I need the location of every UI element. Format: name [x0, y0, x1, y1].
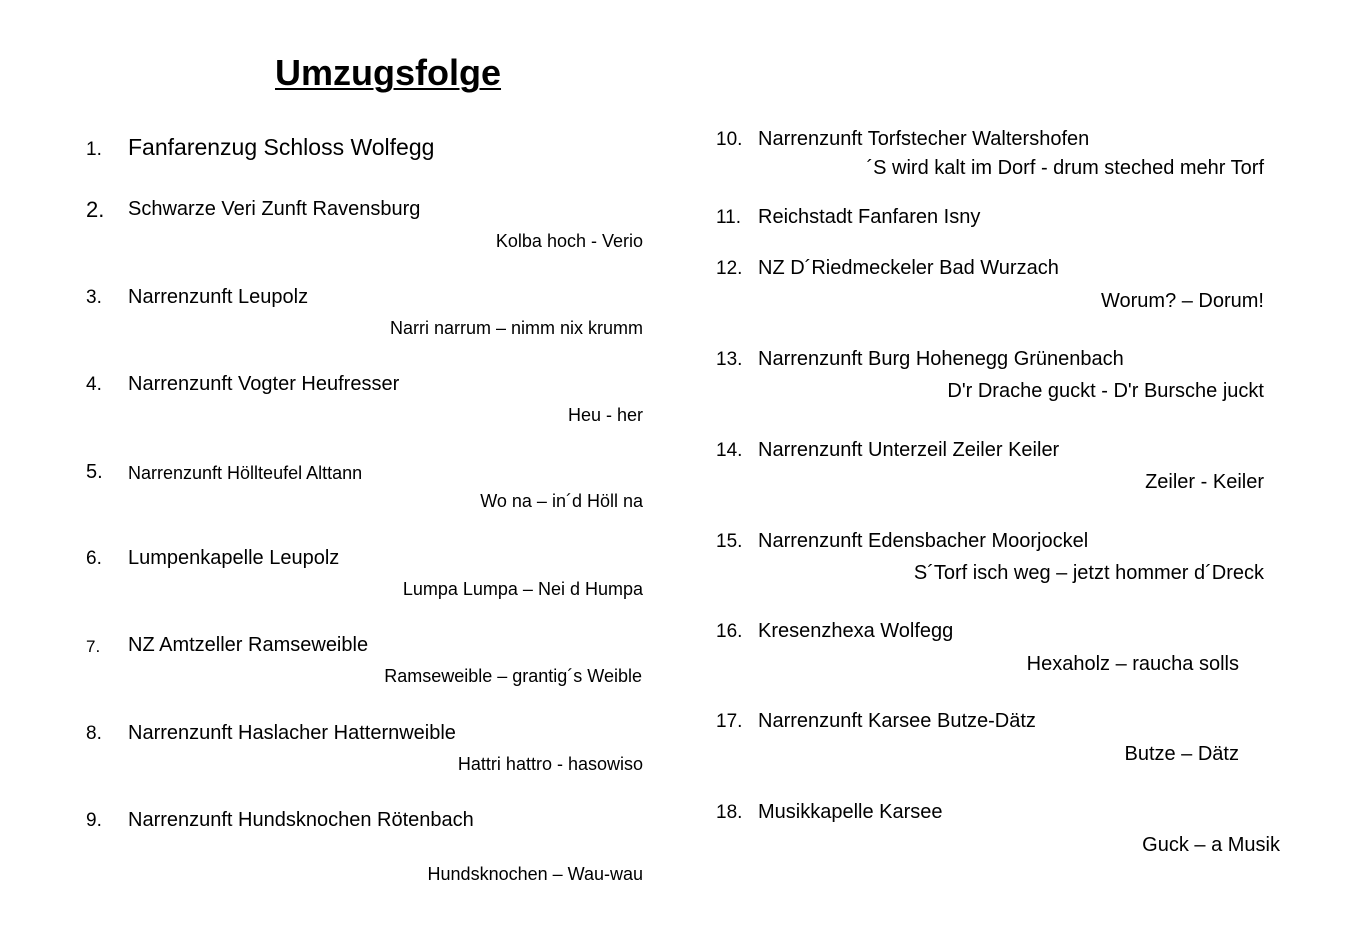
- entry-motto: Heu - her: [567, 405, 643, 425]
- entry-number: 1.: [86, 139, 102, 160]
- entry-name: Narrenzunft Unterzeil Zeiler Keiler: [758, 439, 1060, 461]
- entry-number: 8.: [86, 723, 102, 744]
- entry-motto: Hattri hattro - hasowiso: [457, 754, 643, 774]
- entry-name: Fanfarenzug Schloss Wolfegg: [128, 134, 435, 160]
- entry-number: 9.: [86, 810, 102, 831]
- entry-motto: Ramseweible – grantig´s Weible: [384, 666, 642, 686]
- entry-motto: Hexaholz – raucha solls: [1026, 653, 1239, 675]
- entry-number: 18.: [716, 802, 743, 823]
- entry-number: 12.: [716, 258, 743, 279]
- entry-name: Narrenzunft Edensbacher Moorjockel: [758, 530, 1089, 552]
- entry-name: NZ D´Riedmeckeler Bad Wurzach: [758, 257, 1059, 279]
- entry-name: Lumpenkapelle Leupolz: [128, 547, 340, 569]
- entry-number: 15.: [716, 531, 743, 552]
- entry-number: 14.: [716, 440, 743, 461]
- entry-name: Narrenzunft Torfstecher Waltershofen: [758, 128, 1090, 150]
- entry-motto: Zeiler - Keiler: [1145, 471, 1264, 493]
- entry-number: 13.: [716, 349, 743, 370]
- entry-motto: Lumpa Lumpa – Nei d Humpa: [402, 579, 643, 599]
- entry-name: NZ Amtzeller Ramseweible: [128, 634, 369, 656]
- entry-number: 10.: [716, 129, 743, 150]
- entry-motto: Guck – a Musik: [1142, 834, 1280, 856]
- entry-motto: ´S wird kalt im Dorf - drum steched mehr Torf: [866, 157, 1264, 179]
- entry-number: 4.: [86, 374, 102, 395]
- entry-number: 6.: [86, 548, 102, 569]
- entry-motto: D'r Drache guckt - D'r Bursche juckt: [947, 380, 1264, 402]
- entry-motto: S´Torf isch weg – jetzt hommer d´Dreck: [913, 562, 1264, 584]
- entry-number: 2.: [86, 197, 105, 222]
- entry-motto: Butze – Dätz: [1124, 743, 1239, 765]
- entry-name: Narrenzunft Leupolz: [128, 286, 309, 308]
- entry-number: 17.: [716, 711, 743, 732]
- entry-motto: Wo na – in´d Höll na: [480, 491, 643, 511]
- entry-name: Narrenzunft Vogter Heufresser: [128, 373, 400, 395]
- page-title: Umzugsfolge: [275, 52, 502, 93]
- entry-name: Narrenzunft Karsee Butze-Dätz: [758, 710, 1036, 732]
- entry-motto: Worum? – Dorum!: [1100, 290, 1264, 312]
- entry-number: 5.: [86, 461, 103, 483]
- entry-motto: Narri narrum – nimm nix krumm: [389, 318, 643, 338]
- entry-name: Narrenzunft Höllteufel Alttann: [128, 463, 363, 483]
- entry-name: Schwarze Veri Zunft Ravensburg: [128, 198, 421, 220]
- entry-name: Narrenzunft Burg Hohenegg Grünenbach: [758, 348, 1124, 370]
- entry-number: 7.: [86, 637, 101, 656]
- entry-name: Narrenzunft Hundsknochen Rötenbach: [128, 809, 474, 831]
- entry-name: Narrenzunft Haslacher Hatternweible: [128, 722, 456, 744]
- entry-number: 11.: [716, 207, 742, 228]
- entry-motto: Kolba hoch - Verio: [495, 231, 643, 251]
- entry-name: Reichstadt Fanfaren Isny: [758, 206, 981, 228]
- entry-number: 16.: [716, 621, 743, 642]
- entry-name: Musikkapelle Karsee: [758, 801, 943, 823]
- entry-motto: Hundsknochen – Wau-wau: [427, 864, 643, 884]
- entry-number: 3.: [86, 287, 102, 308]
- entry-name: Kresenzhexa Wolfegg: [758, 620, 954, 642]
